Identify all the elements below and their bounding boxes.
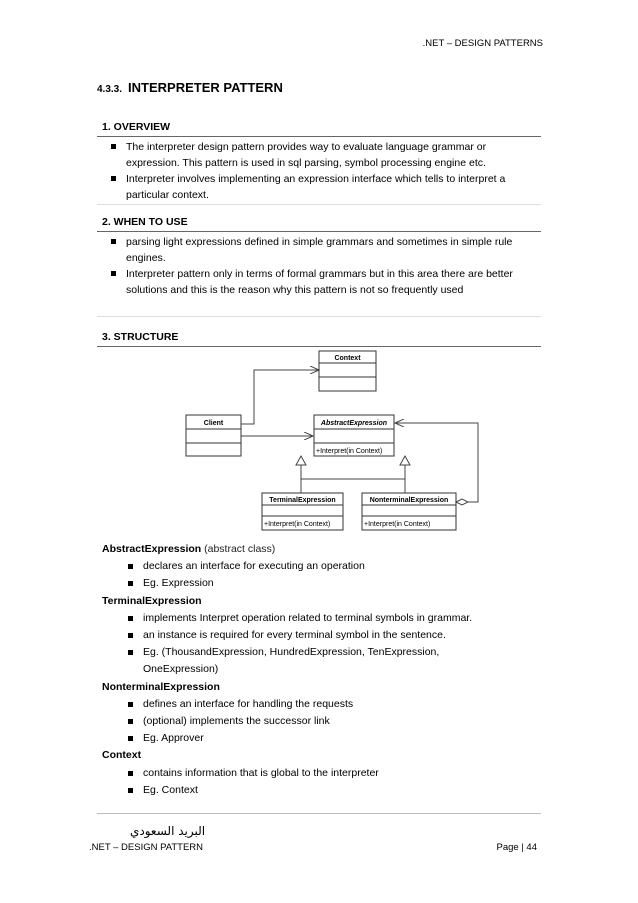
nonterminal-expression-op: +Interpret(in Context) (364, 521, 431, 528)
list-item: Interpreter pattern only in terms of formal grammars but in this area there are better solutions and this is the reason why this pattern is not so frequently used (102, 266, 538, 298)
list-item: declares an interface for executing an operation (102, 558, 542, 575)
list-item: an instance is required for every terminal symbol in the sentence. (102, 627, 542, 644)
client-context-association (241, 370, 319, 424)
list-item: Eg. (ThousandExpression, HundredExpression, TenExpression, OneExpression) (102, 644, 542, 678)
list-item: implements Interpret operation related to terminal symbols in grammar. (102, 610, 542, 627)
footer-arabic-logo-text: البريد السعودي (130, 824, 206, 838)
overview-rule (97, 136, 541, 137)
context-label: Context (334, 355, 361, 362)
section-title (97, 80, 283, 95)
client-class (186, 415, 241, 456)
nonterminal-expression-class (362, 493, 456, 530)
when-to-use-end-rule (97, 316, 541, 317)
overview-end-rule (97, 204, 541, 205)
uml-diagram (180, 348, 490, 534)
list-item: contains information that is global to the interpreter (102, 765, 542, 782)
list-item: (optional) implements the successor link (102, 713, 542, 730)
abstract-expression-op: +Interpret(in Context) (316, 448, 383, 455)
definition-list (102, 765, 542, 799)
abstract-expression-class (314, 415, 394, 456)
structure-heading: 3. STRUCTURE (102, 331, 179, 343)
list-item: Eg. Approver (102, 730, 542, 747)
definition-note: (abstract class) (204, 543, 276, 555)
definition-term: TerminalExpression (102, 594, 202, 607)
definition-term: Context (102, 749, 142, 762)
definition-list (102, 610, 542, 679)
page-header: .NET – DESIGN PATTERNS (422, 38, 543, 49)
when-to-use-rule (97, 231, 541, 232)
list-item: Interpreter involves implementing an expression interface which tells to interpret a particular context. (102, 171, 538, 203)
aggregation-diamond (456, 499, 468, 505)
when-to-use-heading: 2. WHEN TO USE (102, 216, 188, 228)
definition-term: NonterminalExpression (102, 680, 220, 693)
overview-list (102, 139, 538, 203)
inheritance-lines (296, 456, 410, 493)
list-item: parsing light expressions defined in simple grammars and sometimes in simple rule engines. (102, 234, 538, 266)
footer-left: .NET – DESIGN PATTERN (89, 842, 204, 853)
list-item: Eg. Expression (102, 575, 542, 592)
definition-list (102, 558, 542, 592)
structure-rule (97, 346, 541, 347)
list-item: The interpreter design pattern provides way to evaluate language grammar or expression. This pattern is used in sql parsing, symbol processing engine etc. (102, 139, 538, 171)
overview-heading: 1. OVERVIEW (102, 121, 171, 133)
terminal-expression-label: TerminalExpression (269, 497, 336, 504)
footer-rule (97, 813, 541, 814)
context-class (319, 351, 376, 391)
list-item: Eg. Context (102, 782, 542, 799)
abstract-expression-label: AbstractExpression (320, 420, 388, 427)
client-label: Client (203, 420, 224, 427)
definition-term: AbstractExpression (abstract class) (102, 543, 276, 555)
definition-list (102, 696, 542, 748)
definitions (102, 541, 542, 799)
list-item: defines an interface for handling the requests (102, 696, 542, 713)
when-to-use-list (102, 234, 538, 298)
section-number: 4.3.3. (97, 84, 123, 95)
section-name: INTERPRETER PATTERN (128, 80, 283, 95)
page-number: Page | 44 (496, 842, 537, 853)
terminal-expression-class (262, 493, 343, 530)
terminal-expression-op: +Interpret(in Context) (264, 521, 331, 528)
nonterminal-expression-label: NonterminalExpression (369, 497, 449, 504)
